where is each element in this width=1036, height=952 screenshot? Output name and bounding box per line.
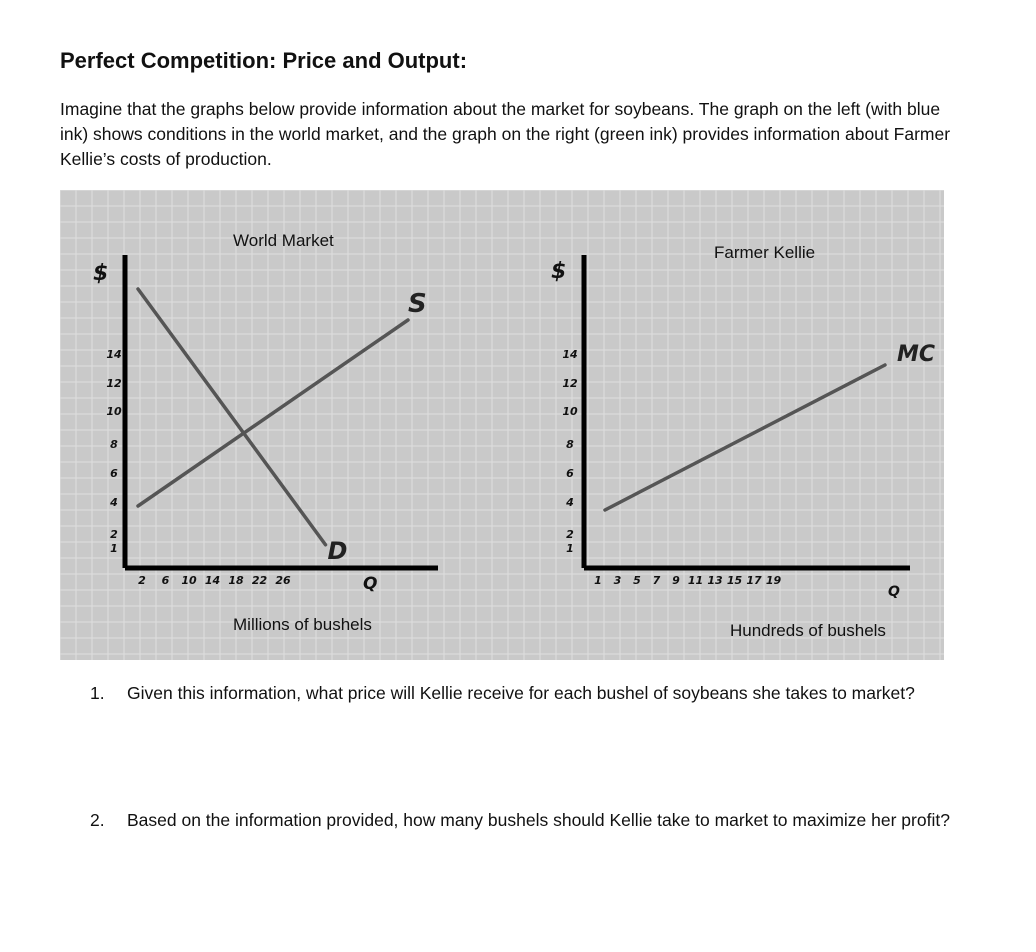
- farmer-kellie-x-axis-label: Q: [888, 584, 900, 600]
- farmer-kellie-x-tick-label: 11: [687, 574, 704, 587]
- world-market-y-tick-label: 2: [110, 528, 118, 541]
- farmer-kellie-x-tick-label: 1: [594, 574, 602, 587]
- world-market-x-axis-label: Q: [363, 574, 378, 594]
- farmer-kellie-x-tick-label: 19: [765, 574, 782, 587]
- world-market-y-tick-label: 8: [110, 438, 118, 451]
- world-market-x-tick-label: 26: [275, 574, 291, 587]
- world-market-x-tick-label: 6: [161, 574, 170, 587]
- graph-image: [60, 190, 944, 660]
- world-market-demand-label: D: [327, 536, 348, 565]
- world-market-y-tick-label: 1: [110, 542, 118, 555]
- farmer-kellie-mc-label: MC: [897, 342, 936, 367]
- farmer-kellie-y-tick-label: 6: [566, 467, 574, 480]
- farmer-kellie-y-tick-label: 1: [566, 542, 574, 555]
- farmer-kellie-x-tick-label: 7: [652, 574, 661, 587]
- farmer-kellie-title: Farmer Kellie: [714, 243, 816, 262]
- farmer-kellie-x-tick-label: 9: [672, 574, 680, 587]
- question-2-text: Based on the information provided, how many bushels should Kellie take to market to maximize her profit?: [127, 810, 950, 830]
- farmer-kellie-x-tick-label: 15: [726, 574, 743, 587]
- world-market-y-axis-label: $: [93, 261, 109, 286]
- question-2-number: 2.: [90, 810, 105, 830]
- world-market-x-tick-label: 2: [138, 574, 146, 587]
- farmer-kellie-y-tick-label: 12: [562, 377, 578, 390]
- world-market-x-tick-label: 10: [181, 574, 197, 587]
- farmer-kellie-x-tick-label: 13: [707, 574, 723, 587]
- farmer-kellie-y-tick-label: 10: [562, 405, 578, 418]
- farmer-kellie-x-tick-label: 3: [613, 574, 622, 587]
- farmer-kellie-y-tick-label: 2: [566, 528, 574, 541]
- world-market-x-tick-label: 14: [204, 574, 221, 587]
- farmer-kellie-x-caption: Hundreds of bushels: [730, 621, 886, 640]
- farmer-kellie-y-axis-label: $: [551, 259, 567, 284]
- page-title: Perfect Competition: Price and Output:: [60, 48, 468, 73]
- farmer-kellie-y-tick-label: 14: [562, 348, 578, 361]
- world-market-y-tick-label: 4: [110, 496, 118, 509]
- world-market-y-tick-label: 12: [106, 377, 122, 390]
- world-market-y-tick-label: 6: [110, 467, 118, 480]
- world-market-supply-label: S: [408, 289, 427, 319]
- world-market-x-caption: Millions of bushels: [233, 615, 372, 634]
- world-market-x-tick-label: 22: [251, 574, 268, 587]
- farmer-kellie-x-tick-label: 17: [746, 574, 762, 587]
- farmer-kellie-y-tick-label: 8: [566, 438, 574, 451]
- farmer-kellie-x-tick-label: 5: [633, 574, 641, 587]
- world-market-y-tick-label: 14: [106, 348, 122, 361]
- question-1-number: 1.: [90, 683, 105, 703]
- world-market-title: World Market: [233, 231, 334, 250]
- farmer-kellie-y-tick-label: 4: [566, 496, 574, 509]
- intro-paragraph: Imagine that the graphs below provide information about the market for soybeans. The graph on the left (with blue ink) shows conditions in the world market, and the graph on the right (green ink) provides information about Farmer Kellie’s costs of production.: [60, 99, 951, 169]
- world-market-y-tick-label: 10: [106, 405, 122, 418]
- world-market-x-tick-label: 18: [228, 574, 244, 587]
- question-1-text: Given this information, what price will Kellie receive for each bushel of soybeans she takes to market?: [127, 683, 915, 703]
